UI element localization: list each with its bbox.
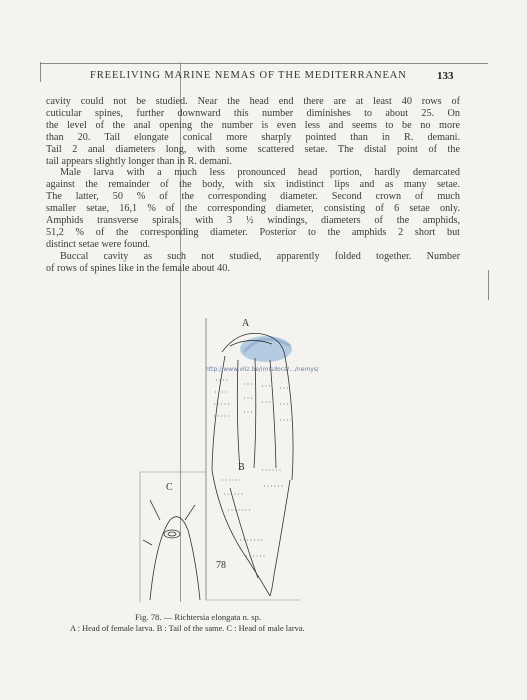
- text-line: smaller setae, 16,1 % of the corresponding diameter, consisting of 6 setae only.: [46, 203, 460, 215]
- figure-label-b: B: [238, 462, 245, 473]
- panel-c-head: [143, 500, 200, 600]
- text-line: cavity could not be studied. Near the head end there are at least 40 rows of: [46, 96, 460, 107]
- figure-caption-legend: A : Head of female larva. B : Tail of the same. C : Head of male larva.: [70, 624, 305, 633]
- text-line: cuticular spines, further downward this number diminishes to about 25. On: [46, 107, 460, 119]
- panel-b-tail: [212, 470, 290, 596]
- watermark-url: http://www.vliz.be/imisdocs/.../nemys/: [205, 366, 319, 373]
- text-line: distinct setae were found.: [46, 238, 151, 250]
- text-line: The latter, 50 % of the corresponding diameter. Second crown of much: [46, 191, 460, 203]
- figure-number-label: 78: [216, 560, 226, 571]
- text-line: against the remainder of the body, with six indistinct lips and as many setae.: [46, 179, 460, 191]
- figure-label-c: C: [166, 482, 173, 493]
- text-line: the level of the anal opening the number is even less and seems to be no more: [46, 119, 460, 131]
- text-line: Amphids transverse spirals, with 3 ½ windings, diameters of the amphids,: [46, 215, 460, 227]
- figure-caption-title: Fig. 78. — Richtersia elongata n. sp.: [135, 612, 262, 622]
- text-line: Tail 2 anal diameters long, with some scattered setae. The distal point of the: [46, 143, 460, 155]
- text-line: tail appears slightly longer than in R. demani.: [46, 155, 232, 167]
- figure-label-a: A: [242, 318, 250, 329]
- page-number: 133: [437, 70, 454, 82]
- text-line: Male larva with a much less pronounced head portion, hardly demarcated: [60, 167, 460, 179]
- text-line: Buccal cavity as such not studied, apparently folded together. Number: [60, 250, 460, 262]
- watermark-logo: [240, 336, 292, 362]
- text-line: 51,2 % of the corresponding diameter. Posterior to the amphids 2 short but: [46, 226, 460, 238]
- running-title: FREELIVING MARINE NEMAS OF THE MEDITERRANEAN: [90, 70, 407, 81]
- text-line: than 20. Tail elongate conical more sharply pointed than in R. demani.: [46, 131, 460, 143]
- text-line: of rows of spines like in the female about 40.: [46, 262, 230, 274]
